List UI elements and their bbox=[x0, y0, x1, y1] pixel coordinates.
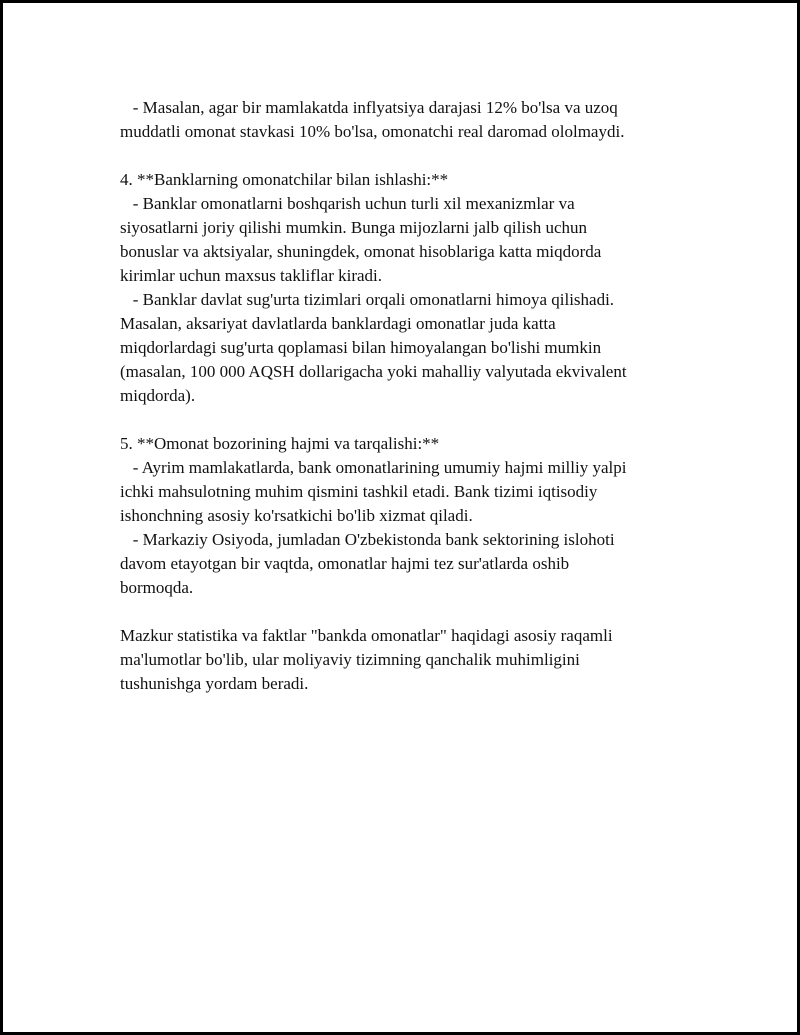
text-line: ma'lumotlar bo'lib, ular moliyaviy tizimning qanchalik muhimligini bbox=[120, 650, 580, 669]
text-line: - Masalan, agar bir mamlakatda inflyatsiya darajasi 12% bo'lsa va uzoq bbox=[120, 98, 618, 117]
section-4 bbox=[120, 168, 700, 408]
text-line: siyosatlarni joriy qilishi mumkin. Bunga mijozlarni jalb qilish uchun bbox=[120, 218, 587, 237]
text-line: tushunishga yordam beradi. bbox=[120, 674, 309, 693]
section-5-heading: 5. **Omonat bozorining hajmi va tarqalishi:** bbox=[120, 434, 440, 453]
text-line: miqdorda). bbox=[120, 386, 196, 405]
paragraph-gap bbox=[120, 600, 700, 624]
paragraph-inflation-example bbox=[120, 96, 700, 144]
text-line: kirimlar uchun maxsus takliflar kiradi. bbox=[120, 266, 383, 285]
text-line: bonuslar va aktsiyalar, shuningdek, omonat hisoblariga katta miqdorda bbox=[120, 242, 602, 261]
text-line: miqdorlardagi sug'urta qoplamasi bilan himoyalangan bo'lishi mumkin bbox=[120, 338, 602, 357]
text-line: ishonchning asosiy ko'rsatkichi bo'lib xizmat qiladi. bbox=[120, 506, 473, 525]
text-line: davom etayotgan bir vaqtda, omonatlar hajmi tez sur'atlarda oshib bbox=[120, 554, 570, 573]
text-line: - Banklar omonatlarni boshqarish uchun turli xil mexanizmlar va bbox=[120, 194, 575, 213]
text-line: bormoqda. bbox=[120, 578, 194, 597]
text-line: Mazkur statistika va faktlar "bankda omonatlar" haqidagi asosiy raqamli bbox=[120, 626, 613, 645]
text-line: (masalan, 100 000 AQSH dollarigacha yoki mahalliy valyutada ekvivalent bbox=[120, 362, 627, 381]
section-4-heading: 4. **Banklarning omonatchilar bilan ishlashi:** bbox=[120, 170, 449, 189]
text-line: Masalan, aksariyat davlatlarda banklardagi omonatlar juda katta bbox=[120, 314, 556, 333]
section-5 bbox=[120, 432, 700, 600]
text-line: - Ayrim mamlakatlarda, bank omonatlarining umumiy hajmi milliy yalpi bbox=[120, 458, 627, 477]
text-line: - Markaziy Osiyoda, jumladan O'zbekistonda bank sektorining islohoti bbox=[120, 530, 615, 549]
text-line: muddatli omonat stavkasi 10% bo'lsa, omonatchi real daromad ololmaydi. bbox=[120, 122, 625, 141]
document-body bbox=[120, 96, 700, 696]
text-line: - Banklar davlat sug'urta tizimlari orqali omonatlarni himoya qilishadi. bbox=[120, 290, 615, 309]
text-line: ichki mahsulotning muhim qismini tashkil etadi. Bank tizimi iqtisodiy bbox=[120, 482, 598, 501]
paragraph-gap bbox=[120, 408, 700, 432]
paragraph-gap bbox=[120, 144, 700, 168]
paragraph-conclusion bbox=[120, 624, 700, 696]
